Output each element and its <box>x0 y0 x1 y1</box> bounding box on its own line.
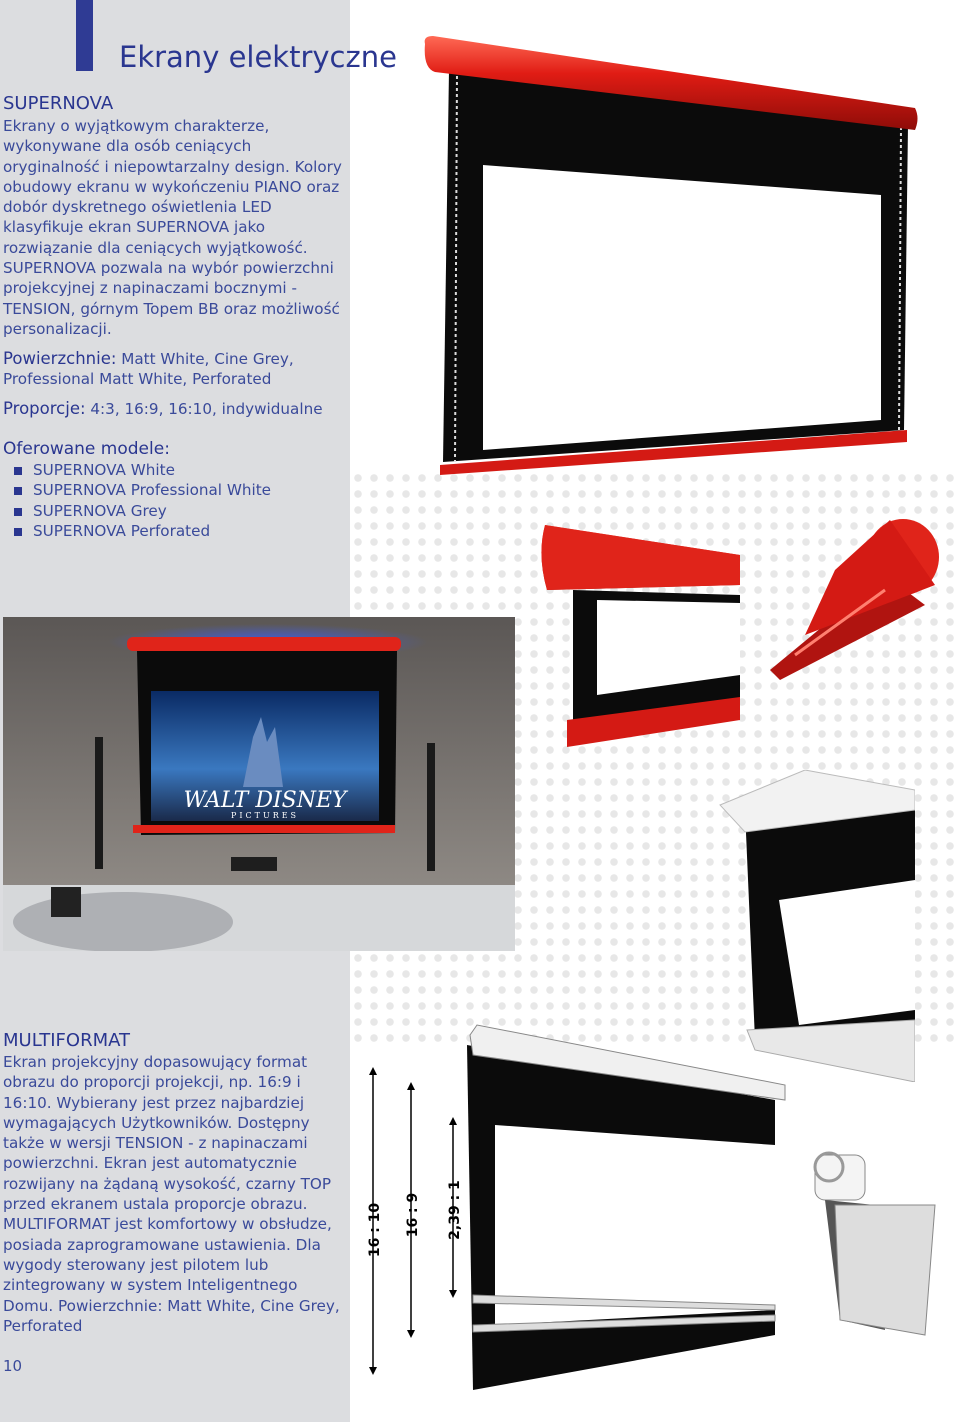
screen-surface <box>483 165 881 450</box>
page-title: Ekrany elektryczne <box>119 40 397 74</box>
accent-bar <box>76 0 93 71</box>
format-dimension-diagram <box>355 1005 955 1405</box>
ratio-label-16-9: 16 : 9 <box>405 1192 421 1238</box>
housing-closeup-image <box>535 515 745 755</box>
home-cinema-photo <box>3 617 515 951</box>
multiformat-description: Ekran projekcyjny dopasowujący format obrazu do proporcji projekcji, np. 16:9 i 16:10. Wybierany jest przez najbardziej wymagających Użytkowników. Dostępny także w wersji TENSION - z napinaczami powierzchni. Ekran jest automatycznie rozwijany na żądaną wysokość, czarny TOP przed ekranem ustala proporcje obrazu. MULTIFORMAT jest komfortowy w obsłudze, posiada zaprogramowane ustawienia. Dla wygody sterowany jest pilotem lub zintegrowany w system Inteligentnego Domu. Powierzchnie: Matt White, Cine Grey, Perforated <box>3 1053 340 1335</box>
page-number: 10 <box>3 1357 23 1375</box>
housing-endcap-image <box>765 515 945 680</box>
list-item: SUPERNOVA Perforated <box>14 521 271 541</box>
ratio-label-2-39: 2,39 : 1 <box>447 1180 463 1240</box>
logo-text: WALT DISNEY <box>183 788 347 813</box>
supernova-screen-image <box>415 30 925 480</box>
supernova-heading: SUPERNOVA <box>3 93 114 114</box>
models-list <box>14 460 271 541</box>
multiformat-heading: MULTIFORMAT <box>3 1030 131 1051</box>
list-item: SUPERNOVA Grey <box>14 501 271 521</box>
logo-sub: PICTURES <box>230 811 300 820</box>
surfaces-label: Powierzchnie: <box>3 349 117 368</box>
supernova-ratios <box>3 399 348 419</box>
supernova-surfaces <box>3 349 348 390</box>
models-heading: Oferowane modele: <box>3 439 170 459</box>
list-item: SUPERNOVA Professional White <box>14 480 271 500</box>
list-item: SUPERNOVA White <box>14 460 271 480</box>
ratio-label-16-10: 16 : 10 <box>367 1202 383 1258</box>
surfaces-value: Matt White, Cine Grey, Professional Matt White, Perforated <box>3 350 294 389</box>
ratios-label: Proporcje: <box>3 399 86 418</box>
supernova-description: Ekrany o wyjątkowym charakterze, wykonywane dla osób ceniących oryginalność i niepowtarzalny design. Kolory obudowy ekranu w wykończeniu PIANO oraz dobór dyskretnego oświetlenia LED klasyfikuje ekran SUPERNOVA jako rozwiązanie dla ceniących wyjątkowość. SUPERNOVA pozwala na wybór powierzchni projekcyjnej z napinaczami bocznymi - TENSION, górnym Topem BB oraz możliwość personalizacji. <box>3 117 342 338</box>
ratios-value: 4:3, 16:9, 16:10, indywidualne <box>90 400 323 418</box>
